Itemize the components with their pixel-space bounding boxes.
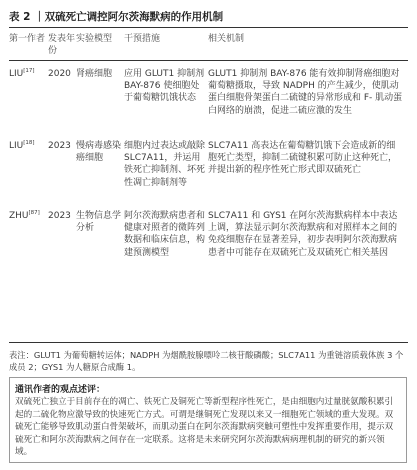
corresponding-author-commentary-box <box>9 377 407 463</box>
row-year: 2023 <box>48 141 71 151</box>
column-header-model: 实验模型 <box>76 34 113 44</box>
row-year: 2020 <box>48 69 71 79</box>
table-title: 表 2 ｜双硫死亡调控阿尔茨海默病的作用机制 <box>9 11 224 23</box>
row-mechanism: SLC7A11 高表达在葡萄糖饥饿下会造成新的细胞死亡类型，抑制二硫键积累可防止这种死亡，并提出新的程序性死亡形式即双硫死亡 <box>208 141 398 176</box>
commentary-title: 通讯作者的观点述评： <box>15 385 106 395</box>
row-author: LIU[17] <box>9 68 35 79</box>
row-intervention: 阿尔茨海默病患者和健康对照者的微阵列数据和临床信息，构建预测模型 <box>124 211 206 258</box>
table-top-rule <box>9 27 408 28</box>
table-header-rule <box>9 60 408 61</box>
commentary-text: 双硫死亡独立于目前存在的凋亡、铁死亡及铜死亡等新型程序性死亡，是由细胞内过量胱氨酸积累引起的二硫化物应激导致的快速死亡方式。可谓是继铜死亡发现以来又一细胞死亡领域的重大发现。双硫死亡能够导致肌动蛋白骨架破坏，而肌动蛋白在阿尔茨海默病突触可塑性中发挥重要作用，提示双硫死亡和阿尔茨海默病之间存在一定联系。这将是未来研究阿尔茨海默病病理机制的研究的新兴领域。 <box>15 397 394 458</box>
row-mechanism: GLUT1 抑制剂 BAY-876 能有效抑制肾癌细胞对葡萄糖摄取，导致 NADPH 的产生减少，使肌动蛋白细胞骨架蛋白二硫键的异常形成和 F- 肌动蛋白网络的崩溃，促进二硫应激的发生 <box>208 69 403 116</box>
row-year: 2023 <box>48 211 71 221</box>
row-model: 慢病毒感染癌细胞 <box>76 141 122 164</box>
column-header-mechanism: 相关机制 <box>208 34 245 44</box>
row-intervention: 应用 GLUT1 抑制剂 BAY-876 使细胞处于葡萄糖饥饿状态 <box>124 69 205 104</box>
column-header-author: 第一作者 <box>9 34 46 44</box>
table-notes: 表注：GLUT1 为葡萄糖转运体；NADPH 为烟酰胺腺嘌呤二核苷酸磷酸；SLC7A11 为重链溶质载体族 3 个成员 2；GYS1 为人糖原合成酶 1。 <box>9 350 404 373</box>
row-model: 肾癌细胞 <box>76 69 113 79</box>
citation: [18] <box>23 140 35 146</box>
row-author: LIU[18] <box>9 140 35 151</box>
row-author: ZHU[87] <box>9 210 40 221</box>
column-header-intervention: 干预措施 <box>124 34 161 44</box>
column-header-year: 发表年份 <box>48 34 76 57</box>
table-bottom-rule <box>9 342 408 343</box>
row-mechanism: SLC7A11 和 GYS1 在阿尔茨海默病样本中表达上调，算法显示阿尔茨海默病和对照样本之间的免疫细胞存在显著差异，初步表明阿尔茨海默病患者中可能存在双硫死亡及双硫死亡相关基因 <box>208 211 398 258</box>
row-model: 生物信息学分析 <box>76 211 122 234</box>
citation: [17] <box>23 68 35 74</box>
row-intervention: 细胞内过表达或敲除 SLC7A11，并运用铁死亡抑制剂、坏死性凋亡抑制剂等 <box>124 141 206 188</box>
citation: [87] <box>28 210 40 216</box>
